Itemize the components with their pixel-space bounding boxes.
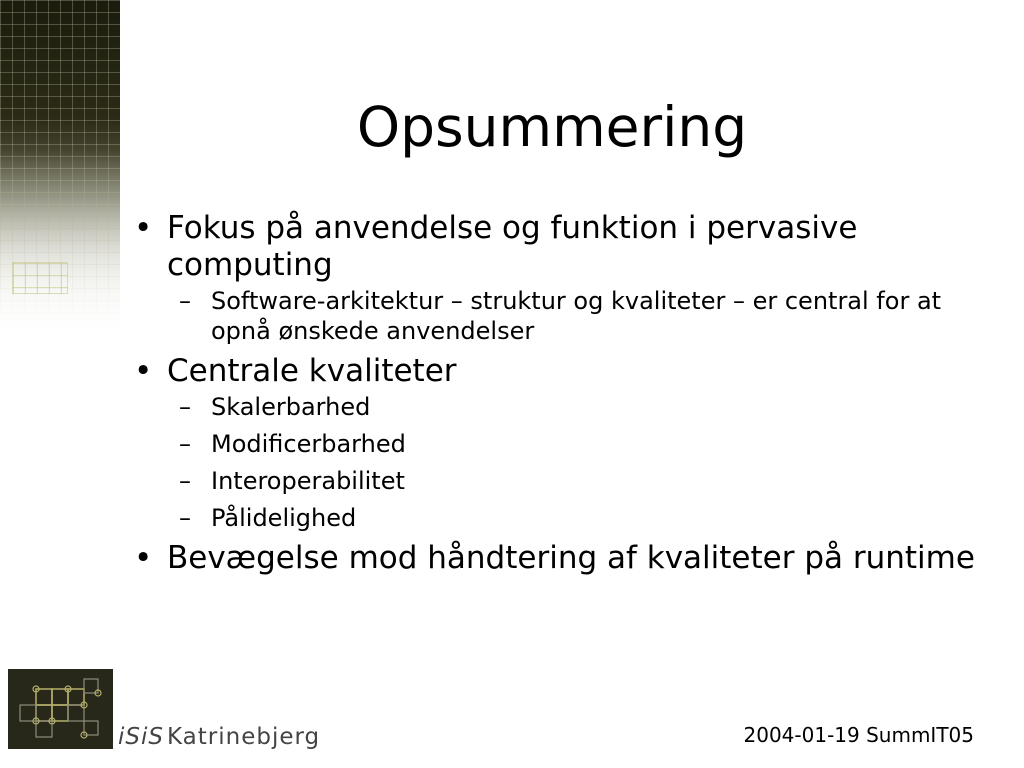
bullet-list [130, 210, 990, 579]
sub-bullet-marker: – [179, 430, 191, 458]
bullet-text: Centrale kvaliteter [167, 353, 457, 389]
bullet-marker: • [134, 540, 153, 576]
sub-bullet-list [130, 286, 990, 346]
bullet-marker: • [134, 210, 153, 246]
footer-text: 2004-01-19 SummIT05 [743, 723, 974, 747]
sub-bullet-list [130, 392, 990, 533]
slide-title: Opsummering [356, 95, 748, 159]
sub-bullet-item [130, 466, 990, 496]
sub-bullet-item [130, 503, 990, 533]
sub-bullet-text: Skalerbarhed [211, 393, 371, 421]
sub-bullet-item [130, 286, 990, 346]
sub-bullet-marker: – [179, 393, 191, 421]
sub-bullet-marker: – [179, 467, 191, 495]
logo-wordmark [118, 722, 320, 752]
bullet-item [130, 353, 990, 390]
sub-bullet-item [130, 429, 990, 459]
sub-bullet-marker: – [179, 504, 191, 532]
bullet-marker: • [134, 353, 153, 389]
sub-bullet-text: Software-arkitektur – struktur og kvaliteter – er central for at opnå ønskede anvendelser [211, 287, 942, 345]
sub-bullet-text: Modificerbarhed [211, 430, 406, 458]
sub-bullet-item [130, 392, 990, 422]
bullet-text: Fokus på anvendelse og funktion i pervasive computing [167, 210, 858, 283]
bullet-text: Bevægelse mod håndtering af kvaliteter på runtime [167, 540, 975, 576]
sub-bullet-text: Interoperabilitet [211, 467, 405, 495]
sub-bullet-marker: – [179, 287, 191, 315]
bullet-item [130, 540, 990, 577]
grid-circuit-logo-icon [8, 669, 113, 749]
decorative-grid-accent [12, 262, 68, 294]
logo-name: Katrinebjerg [166, 724, 321, 750]
logo-prefix: iSiS [118, 724, 164, 750]
bullet-item [130, 210, 990, 284]
sub-bullet-text: Pålidelighed [211, 504, 357, 532]
